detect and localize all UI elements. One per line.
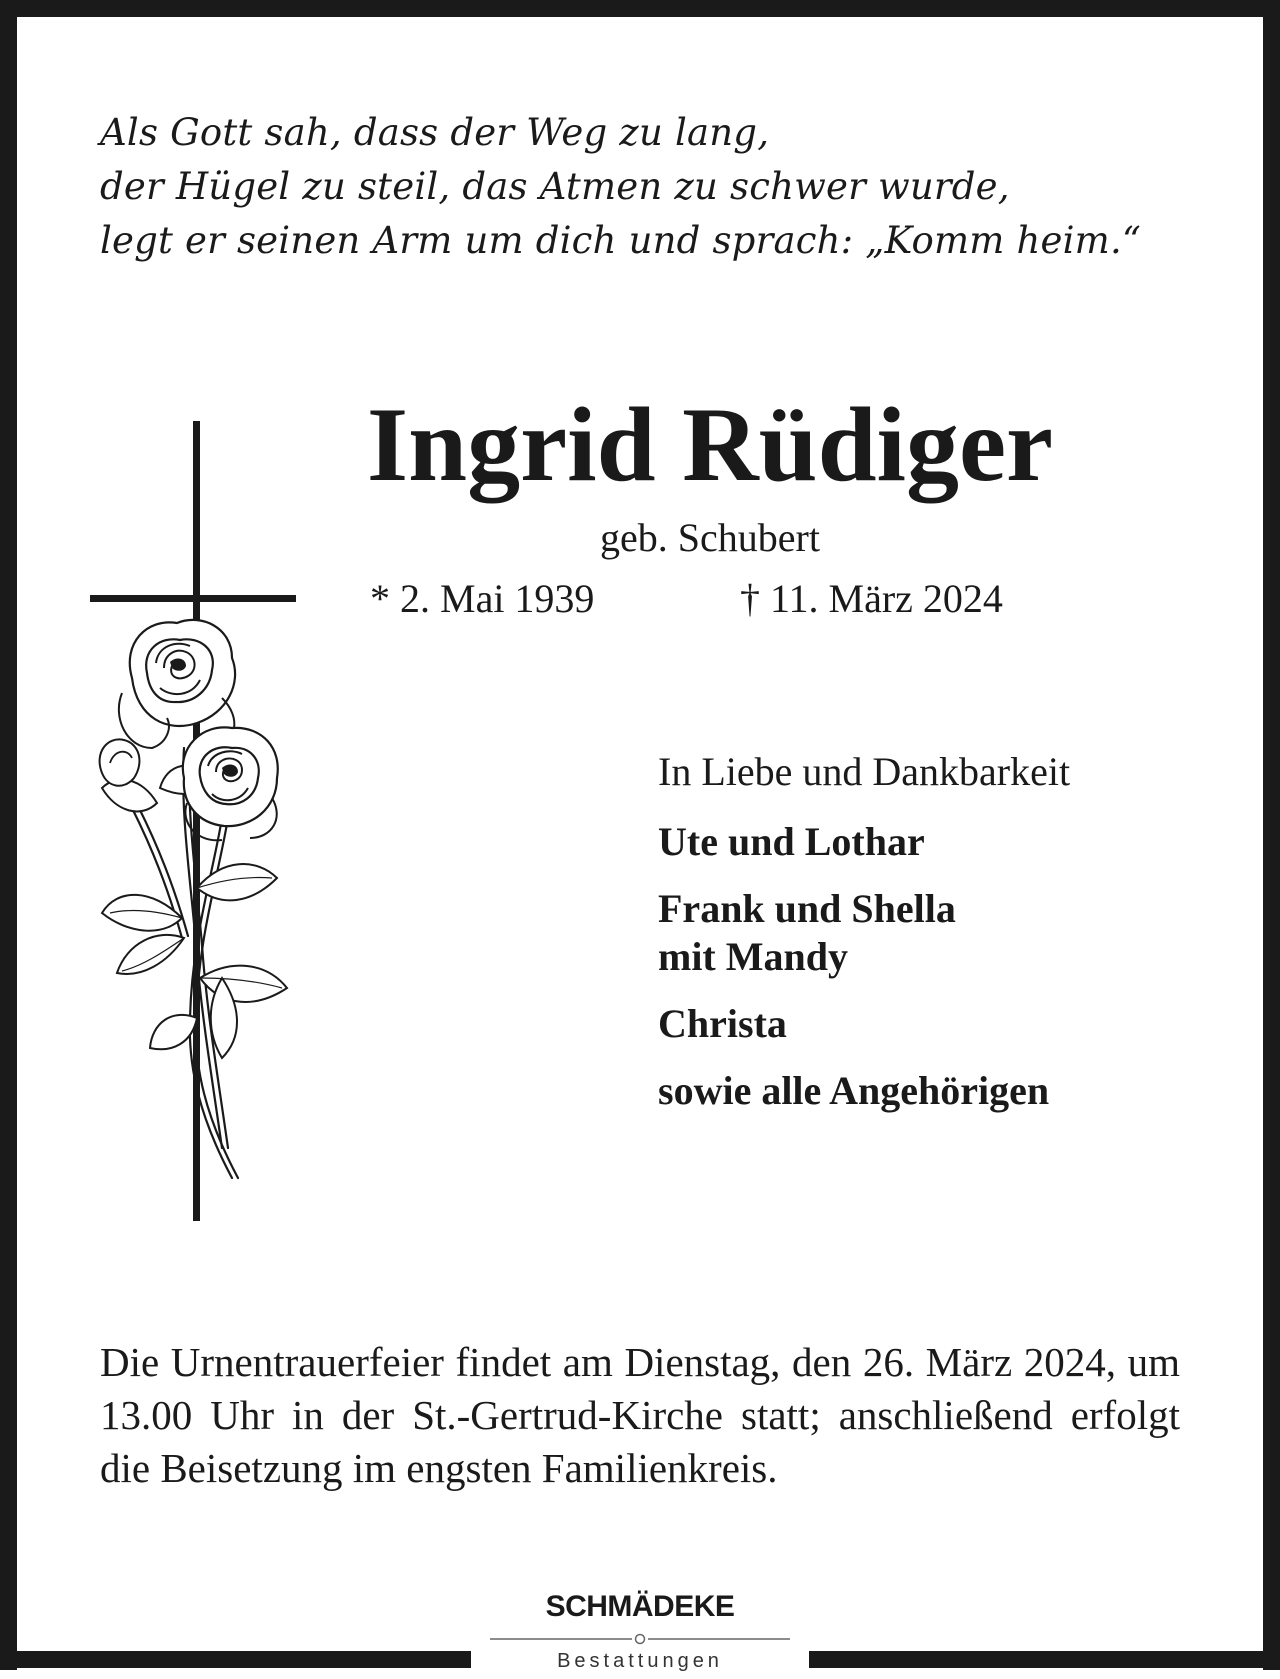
- death-date: † 11. März 2024: [740, 576, 1003, 621]
- mourners-section: [658, 748, 1258, 1134]
- birth-date: * 2. Mai 1939: [370, 576, 595, 621]
- border-top: [0, 0, 1280, 17]
- funeral-home-name: SCHMÄDEKE: [545, 1590, 735, 1623]
- border-right: [1263, 0, 1280, 1670]
- cross-with-roses-icon: [72, 418, 312, 1224]
- border-bottom-right: [809, 1651, 1280, 1668]
- funeral-home-subtitle: Bestattungen: [557, 1650, 723, 1672]
- border-bottom-left: [0, 1651, 471, 1668]
- ceremony-notice: Die Urnentrauerfeier findet am Dienstag, den 26. März 2024, um 13.00 Uhr in der St.-Gertrud-Kirche statt; anschließend erfolgt die Beisetzung im engsten Familienkreis.: [100, 1339, 1180, 1491]
- deceased-name: Ingrid Rüdiger: [366, 386, 1054, 503]
- mourner-name: Frank und Shella mit Mandy: [658, 886, 956, 979]
- poem: [100, 106, 1200, 268]
- mourners-intro: In Liebe und Dankbarkeit: [658, 749, 1071, 794]
- maiden-name: geb. Schubert: [600, 515, 820, 560]
- poem-line: Als Gott sah, dass der Weg zu lang,: [100, 111, 770, 154]
- mourner-name: Christa: [658, 1001, 787, 1046]
- mourner-name: Ute und Lothar: [658, 819, 925, 864]
- poem-line: legt er seinen Arm um dich und sprach: „Komm heim.“: [100, 219, 1142, 262]
- funeral-home-logo: [490, 1589, 790, 1679]
- mourner-name: sowie alle Angehörigen: [658, 1068, 1050, 1113]
- poem-line: der Hügel zu steil, das Atmen zu schwer wurde,: [100, 165, 1010, 208]
- logo-ornament-icon: [490, 1633, 790, 1645]
- border-left: [0, 0, 17, 1670]
